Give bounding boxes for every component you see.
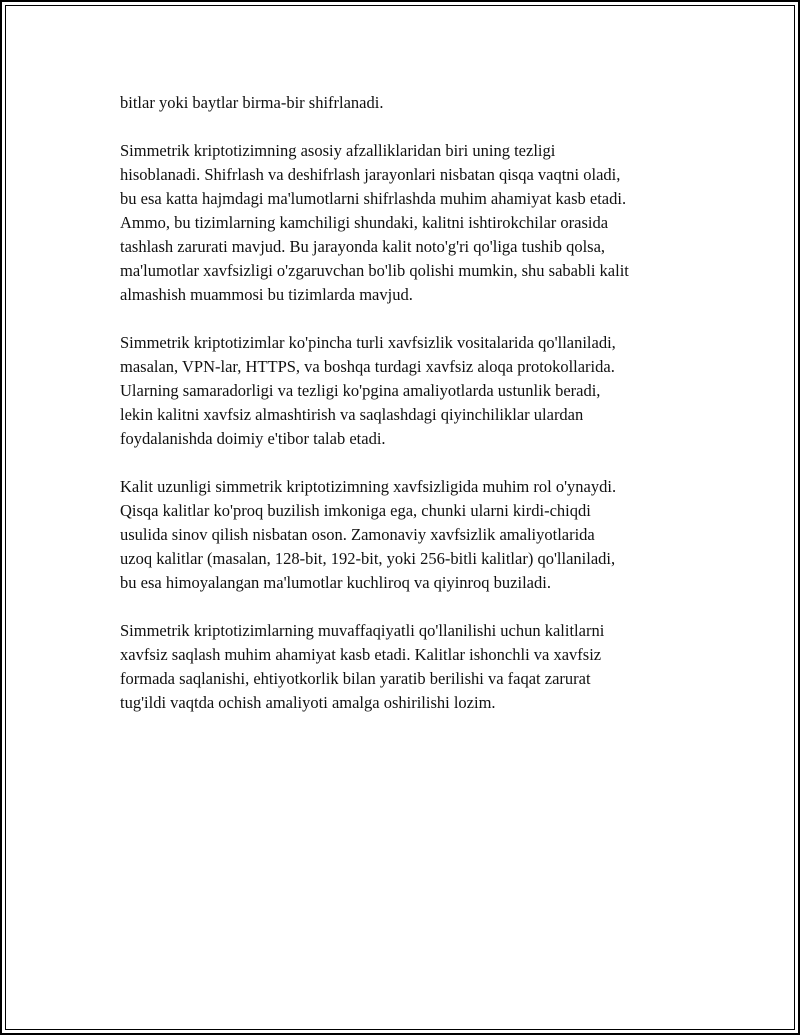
text-line: formada saqlanishi, ehtiyotkorlik bilan yaratib berilishi va faqat zarurat — [120, 669, 591, 688]
text-line: usulida sinov qilish nisbatan oson. Zamonaviy xavfsizlik amaliyotlarida — [120, 525, 595, 544]
text-line: masalan, VPN-lar, HTTPS, va boshqa turdagi xavfsiz aloqa protokollarida. — [120, 357, 615, 376]
text-line: Qisqa kalitlar ko'proq buzilish imkoniga ega, chunki ularni kirdi-chiqdi — [120, 501, 591, 520]
text-line: Ularning samaradorligi va tezligi ko'pgina amaliyotlarda ustunlik beradi, — [120, 381, 601, 400]
text-line: Simmetrik kriptotizimlarning muvaffaqiyatli qo'llanilishi uchun kalitlarni — [120, 621, 605, 640]
paragraph-1 — [120, 91, 700, 115]
text-line: Simmetrik kriptotizimlar ko'pincha turli xavfsizlik vositalarida qo'llaniladi, — [120, 333, 616, 352]
text-line: bu esa katta hajmdagi ma'lumotlarni shifrlashda muhim ahamiyat kasb etadi. — [120, 189, 627, 208]
paragraph-2 — [120, 139, 700, 307]
text-line: bitlar yoki baytlar birma-bir shifrlanadi. — [120, 93, 384, 112]
text-line: xavfsiz saqlash muhim ahamiyat kasb etadi. Kalitlar ishonchli va xavfsiz — [120, 645, 602, 664]
text-line: tashlash zarurati mavjud. Bu jarayonda kalit noto'g'ri qo'liga tushib qolsa, — [120, 237, 606, 256]
text-line: Simmetrik kriptotizimning asosiy afzalliklaridan biri uning tezligi — [120, 141, 556, 160]
text-line: ma'lumotlar xavfsizligi o'zgaruvchan bo'lib qolishi mumkin, shu sababli kalit — [120, 261, 629, 280]
text-line: foydalanishda doimiy e'tibor talab etadi. — [120, 429, 386, 448]
text-line: lekin kalitni xavfsiz almashtirish va saqlashdagi qiyinchiliklar ulardan — [120, 405, 584, 424]
paragraph-3 — [120, 331, 700, 451]
text-line: uzoq kalitlar (masalan, 128-bit, 192-bit, yoki 256-bitli kalitlar) qo'llaniladi, — [120, 549, 616, 568]
text-line: almashish muammosi bu tizimlarda mavjud. — [120, 285, 413, 304]
text-line: hisoblanadi. Shifrlash va deshifrlash jarayonlari nisbatan qisqa vaqtni oladi, — [120, 165, 621, 184]
text-line: bu esa himoyalangan ma'lumotlar kuchliroq va qiyinroq buziladi. — [120, 573, 551, 592]
text-line: Kalit uzunligi simmetrik kriptotizimning xavfsizligida muhim rol o'ynaydi. — [120, 477, 617, 496]
document-body — [120, 91, 700, 739]
text-line: tug'ildi vaqtda ochish amaliyoti amalga oshirilishi lozim. — [120, 693, 496, 712]
text-line: Ammo, bu tizimlarning kamchiligi shundaki, kalitni ishtirokchilar orasida — [120, 213, 609, 232]
paragraph-4 — [120, 475, 700, 595]
paragraph-5 — [120, 619, 700, 715]
